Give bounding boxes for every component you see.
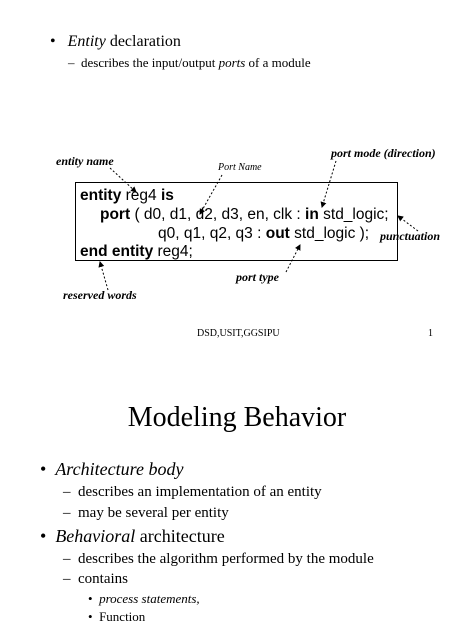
kw-port: port [100, 206, 131, 223]
port-name-arrow [200, 175, 222, 214]
sub-bullet-2 [63, 505, 229, 522]
sub-bullet-3 [63, 551, 374, 568]
dash: – [63, 551, 71, 567]
output-ports: q0, q1, q2, q3 : [158, 225, 266, 242]
dash: – [63, 571, 71, 587]
kw-is: is [160, 187, 174, 204]
dash: – [63, 484, 71, 500]
output-type: std_logic ); [289, 225, 370, 242]
behavioral-architecture-bullet [40, 526, 225, 547]
bullet-italic: Behavioral [55, 526, 136, 546]
entity-name-annotation: entity name [56, 154, 114, 168]
end-identifier: reg4; [153, 243, 193, 260]
punctuation-annotation: punctuation [380, 229, 441, 243]
sub-sub-bullet-1 [88, 591, 200, 607]
sub-bullet-text: may be several per entity [78, 505, 229, 521]
sub-bullet-text: describes an implementation of an entity [78, 484, 322, 500]
sub-post: of a module [245, 55, 311, 70]
input-type: std_logic; [318, 206, 389, 223]
sub-bullet-1 [63, 484, 322, 501]
sub-bullet-text: contains [78, 571, 128, 587]
port-type-arrow [286, 245, 300, 272]
footer-text: DSD,USIT,GGSIPU [197, 328, 280, 339]
slide-title: Modeling Behavior [127, 402, 347, 433]
sub-bullet-4 [63, 571, 128, 588]
kw-end-entity: end entity [80, 243, 154, 260]
sub-italic: ports [218, 55, 246, 70]
input-ports: ( d0, d1, d2, d3, en, clk : [130, 206, 306, 223]
bullet-italic: Architecture body [55, 459, 184, 479]
page-number: 1 [428, 328, 433, 339]
architecture-body-bullet [40, 459, 183, 480]
bullet-dot: • [50, 33, 56, 50]
port-type-annotation: port type [236, 270, 279, 284]
dash: – [63, 505, 71, 521]
bullet-rest: declaration [105, 33, 181, 50]
bullet-dot: • [40, 459, 47, 479]
sub-sub-bullet-2 [88, 609, 145, 625]
bullet-italic: Entity [67, 33, 106, 50]
punctuation-arrow [398, 216, 418, 231]
entity-name-arrow [110, 168, 136, 192]
bullet-dot: • [88, 609, 93, 624]
sub-sub-bullet-text: Function [99, 609, 146, 624]
kw-in: in [305, 206, 319, 223]
reserved-words-annotation: reserved words [63, 288, 137, 302]
port-name-annotation: Port Name [218, 162, 262, 173]
sub-pre: describes the input/output [81, 55, 219, 70]
dash: – [68, 55, 75, 70]
port-mode-arrow [322, 161, 336, 207]
bullet-dot: • [40, 526, 47, 546]
sub-bullet-text: describes the algorithm performed by the module [78, 551, 374, 567]
bullet-dot: • [88, 591, 93, 606]
kw-entity: entity [80, 187, 122, 204]
kw-out: out [265, 225, 290, 242]
sub-sub-bullet-text: process statements, [99, 591, 200, 606]
entity-identifier: reg4 [121, 187, 161, 204]
bullet-rest: architecture [135, 526, 225, 546]
port-mode-annotation: port mode (direction) [331, 146, 436, 160]
reserved-words-arrow [100, 262, 108, 290]
